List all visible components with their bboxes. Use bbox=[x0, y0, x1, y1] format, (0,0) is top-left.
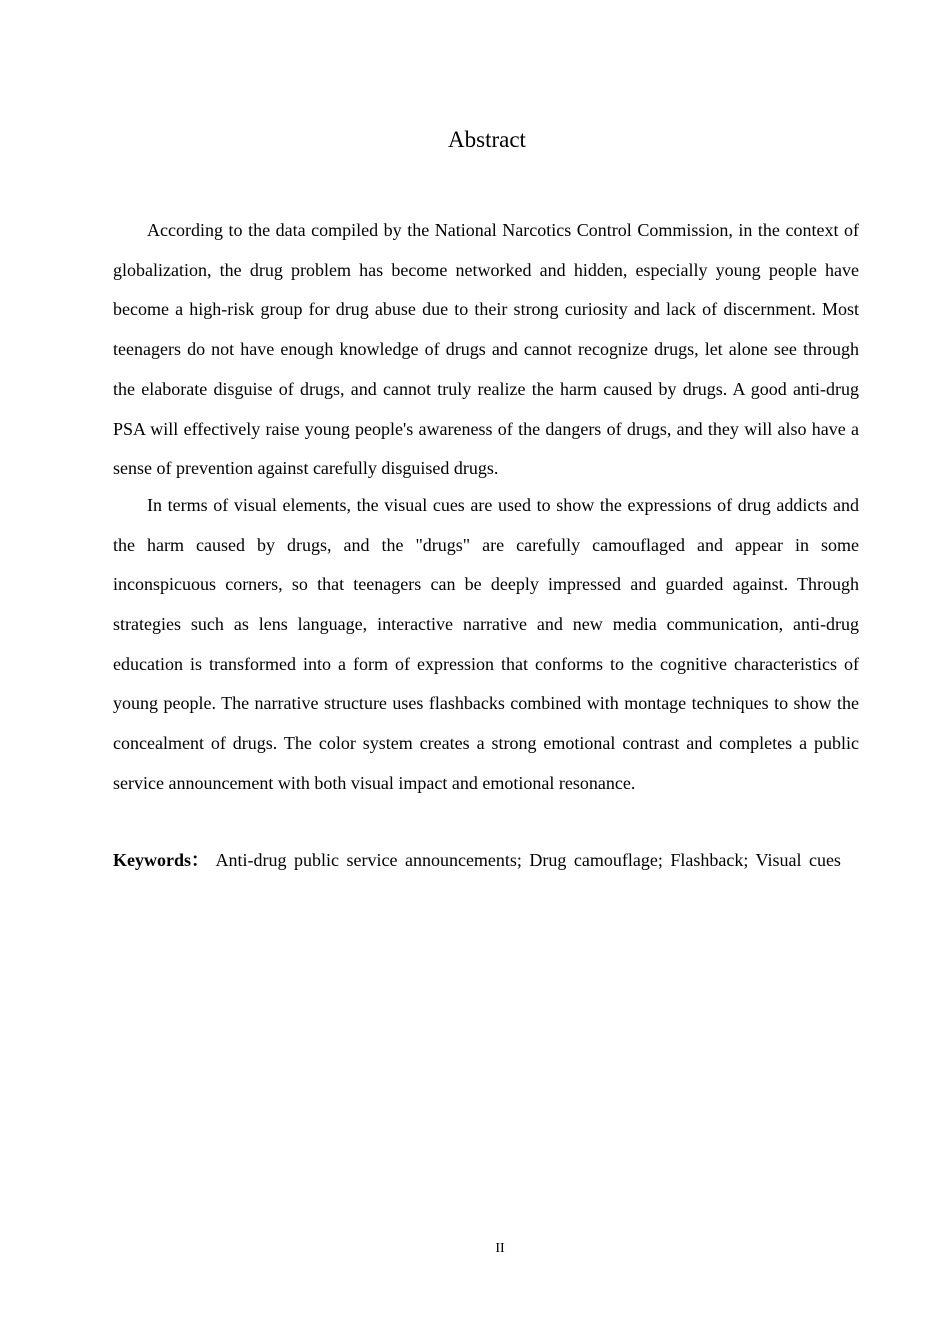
keywords-text: Anti-drug public service announcements; Drug camouflage; Flashback; Visual cues bbox=[215, 850, 841, 870]
abstract-body bbox=[113, 211, 859, 804]
abstract-title: Abstract bbox=[448, 127, 526, 152]
keywords-label: Keywords： bbox=[113, 850, 209, 870]
abstract-paragraph-2: In terms of visual elements, the visual cues are used to show the expressions of drug addicts and the harm caused by drugs, and the "drugs" are carefully camouflaged and appear in some inconspicuous corners, so that teenagers can be deeply impressed and guarded against. Through strategies such as lens language, interactive narrative and new media communication, anti-drug education is transformed into a form of expression that conforms to the cognitive characteristics of young people. The narrative structure uses flashbacks combined with montage techniques to show the concealment of drugs. The color system creates a strong emotional contrast and completes a public service announcement with both visual impact and emotional resonance. bbox=[113, 494, 859, 793]
abstract-paragraph-1: According to the data compiled by the National Narcotics Control Commission, in the context of globalization, the drug problem has become networked and hidden, especially young people have become a high-risk group for drug abuse due to their strong curiosity and lack of discernment. Most teenagers do not have enough knowledge of drugs and cannot recognize drugs, let alone see through the elaborate disguise of drugs, and cannot truly realize the harm caused by drugs. A good anti-drug PSA will effectively raise young people's awareness of the dangers of drugs, and they will also have a sense of prevention against carefully disguised drugs. bbox=[113, 220, 859, 479]
page-number: II bbox=[495, 1241, 505, 1256]
keywords-line bbox=[113, 841, 859, 881]
